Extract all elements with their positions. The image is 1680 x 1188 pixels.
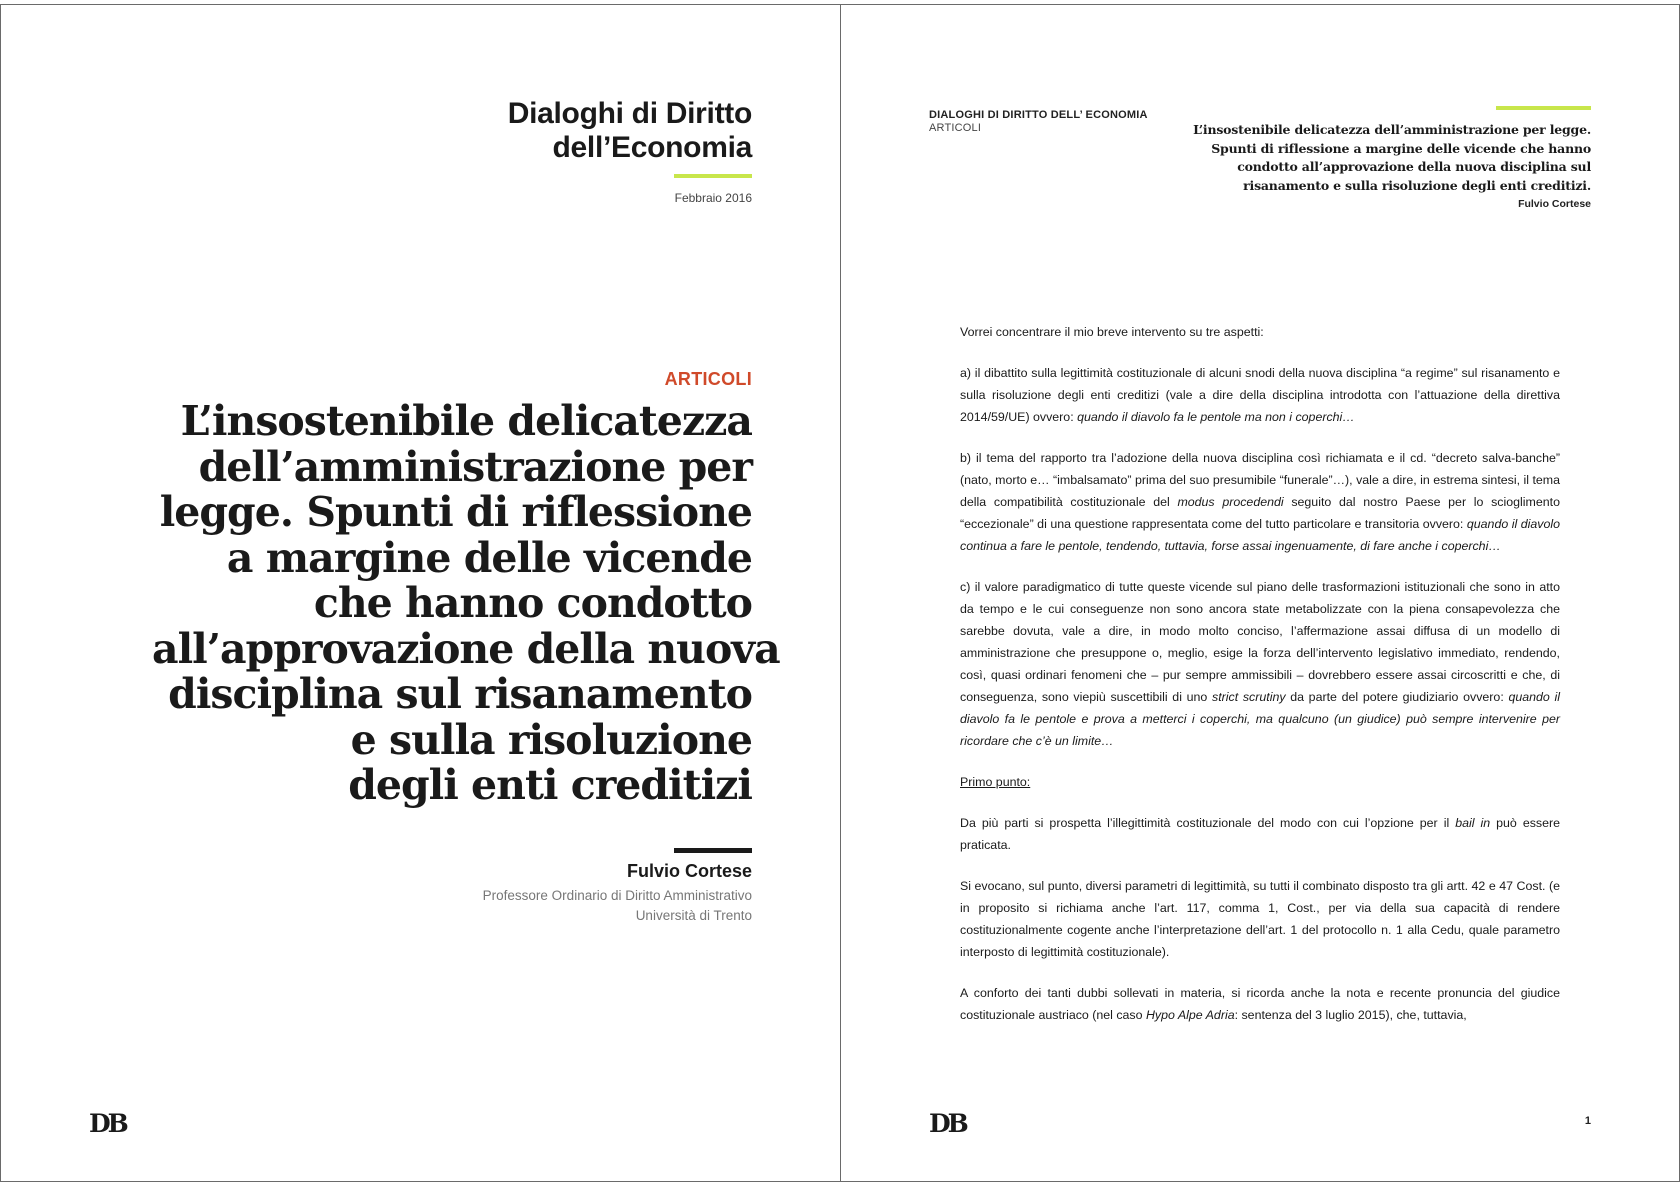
- article-title-line: a margine delle vicende: [226, 533, 752, 582]
- running-title-line: Spunti di riflessione a margine delle vicende che hanno: [1211, 140, 1591, 156]
- author-affiliation: [483, 886, 752, 926]
- article-title-line: degli enti creditizi: [348, 761, 752, 809]
- running-title-line: L’insostenibile delicatezza dell’amministrazione per legge.: [1193, 122, 1591, 137]
- article-title-line: legge. Spunti di riflessione: [159, 488, 752, 536]
- body-paragraph-3: A conforto dei tanti dubbi sollevati in materia, si ricorda anche la nota e recente pronuncia del giudice costituzionale austriaco (nel caso Hypo Alpe Adria: sentenza del 3 luglio 2015), che, tuttavia,: [960, 986, 1560, 1022]
- author-block: [483, 861, 752, 926]
- running-section-name: ARTICOLI: [929, 122, 982, 134]
- author-university: Università di Trento: [635, 908, 752, 923]
- db-logo: DB: [89, 1109, 126, 1138]
- journal-title: Dialoghi di Diritto dell’Economia: [507, 97, 752, 164]
- body-paragraph-intro: Vorrei concentrare il mio breve intervento su tre aspetti:: [960, 325, 1264, 339]
- first-point-heading: Primo punto:: [960, 775, 1031, 789]
- article-title-line: disciplina sul risanamento: [168, 670, 752, 718]
- running-author: Fulvio Cortese: [1518, 198, 1591, 210]
- running-header-left: [929, 109, 1148, 134]
- body-paragraph-a: a) il dibattito sulla legittimità costituzionale di alcuni snodi della nuova disciplina “a regime” sul risanamento e sulla risoluzione degli enti creditizi (vale a dire della disciplina introdotta con l’attuazione della direttiva 2014/59/UE) ovvero: quando il diavolo fa le pentole ma non i coperchi…: [960, 366, 1560, 424]
- cover-page: [0, 4, 841, 1182]
- article-title-line: L’insostenibile delicatezza: [180, 397, 752, 445]
- body-paragraph-c: c) il valore paradigmatico di tutte queste vicende sul piano delle trasformazioni istituzionali che sono in atto da tempo e le cui conseguenze non sono ancora state metabolizzate con la piena consapevolezza che sarebbe dovuta, vale a dire, in modo molto conciso, l’affermazione assai diffusa di un modello di amministrazione che presuppone o, meglio, esige la forza dell’intervento legislativo immediato, rendendo, così, quasi ordinari fenomeni che – pur sempre ammissibili – dovrebbero essere assai circoscritti e che, di conseguenza, sono viepiù suscettibili di uno strict scrutiny da parte del potere giudiziario ovvero: quando il diavolo fa le pentole e prova a metterci i coperchi, ma qualcuno (un giudice) può sempre intervenire per ricordare che c’è un limite…: [960, 580, 1560, 748]
- article-body: [960, 321, 1560, 1045]
- issue-date: Febbraio 2016: [674, 191, 752, 205]
- page-number: 1: [1584, 1115, 1591, 1127]
- accent-rule: [674, 174, 752, 178]
- article-page: [840, 4, 1680, 1182]
- body-paragraph-1: Da più parti si prospetta l’illegittimità costituzionale del modo con cui l’opzione per il bail in può essere praticata.: [960, 816, 1561, 852]
- running-title-line: risanamento e sulla risoluzione degli enti creditizi.: [1243, 177, 1591, 193]
- article-title-line: che hanno condotto: [313, 579, 752, 627]
- running-title-line: condotto all’approvazione della nuova disciplina sul: [1237, 159, 1591, 174]
- author-rule: [674, 848, 752, 853]
- running-title: [1191, 121, 1591, 195]
- db-logo: DB: [929, 1109, 966, 1138]
- article-title-line: e sulla risoluzione: [350, 715, 752, 764]
- running-header-right: [1191, 97, 1591, 210]
- section-label: ARTICOLI: [664, 369, 752, 389]
- article-title: [152, 397, 780, 809]
- article-title-line: all’approvazione della nuova: [152, 624, 780, 673]
- cover-header: [508, 97, 752, 205]
- body-paragraph-b: b) il tema del rapporto tra l’adozione della nuova disciplina così richiamata e il cd. “decreto salva-banche” (nato, morto e… “imbalsamato” prima del suo presumibile “funerale”…), vale a dire, in estrema sintesi, il tema della compatibilità costituzionale del modus procedendi seguito dal nostro Paese per lo scioglimento “eccezionale” di una questione rappresentata come del tutto particolare e transitoria ovvero: quando il diavolo continua a fare le pentole, tendendo, tuttavia, forse assai ingenuamente, di fare anche i coperchi…: [960, 451, 1560, 553]
- author-role: Professore Ordinario di Diritto Amministrativo: [482, 888, 752, 903]
- running-journal-name: DIALOGHI DI DIRITTO DELL’ ECONOMIA: [929, 109, 1148, 121]
- author-name: Fulvio Cortese: [626, 861, 752, 881]
- body-paragraph-2: Si evocano, sul punto, diversi parametri di legittimità, su tutti il combinato disposto tra gli artt. 42 e 47 Cost. (e in proposito si richiama anche l’art. 117, comma 1, Cost., per via della sua capacità di rendere costituzionalmente cogente anche l’interpretazione dell’art. 1 del protocollo n. 1 alla Cedu, quale parametro interposto di legittimità costituzionale).: [960, 879, 1560, 959]
- article-title-line: dell’amministrazione per: [198, 442, 752, 491]
- accent-rule: [1496, 106, 1591, 110]
